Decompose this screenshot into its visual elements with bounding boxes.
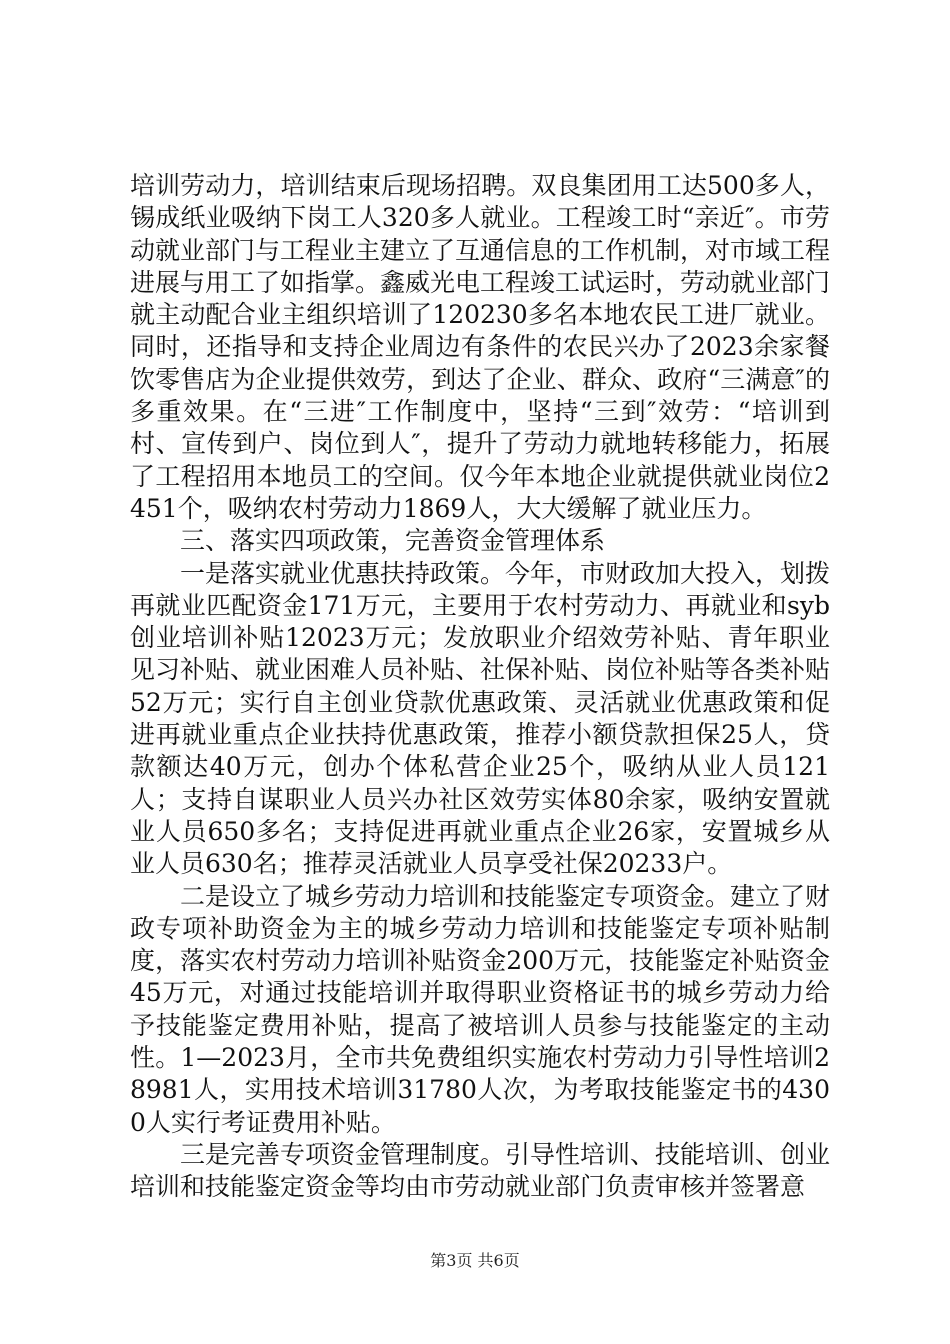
paragraph-1: 培训劳动力，培训结束后现场招聘。双良集团用工达500多人，锡成纸业吸纳下岗工人320多人就业。工程竣工时“亲近″。市劳动就业部门与工程业主建立了互通信息的工作机制，对市域工程进展与用工了如指掌。鑫威光电工程竣工试运时，劳动就业部门就主动配合业主组织培训了120230多名本地农民工进厂就业。同时，还指导和支持企业周边有条件的农民兴办了2023余家餐饮零售店为企业提供效劳，到达了企业、群众、政府“三满意″的多重效果。在“三进″工作制度中，坚持“三到″效劳：“培训到村、宣传到户、岗位到人″，提升了劳动力就地转移能力，拓展了工程招用本地员工的空间。仅今年本地企业就提供就业岗位2451个，吸纳农村劳动力1869人，大大缓解了就业压力。 (130, 171, 831, 523)
document-body (130, 170, 830, 1204)
section-heading: 三、落实四项政策，完善资金管理体系 (180, 526, 606, 556)
paragraph-4: 三是完善专项资金管理制度。引导性培训、技能培训、创业培训和技能鉴定资金等均由市劳动就业部门负责审核并签署意 (130, 1139, 831, 1202)
page-number-footer: 第3页 共6页 (430, 1251, 520, 1270)
paragraph-3: 二是设立了城乡劳动力培训和技能鉴定专项资金。建立了财政专项补助资金为主的城乡劳动力培训和技能鉴定专项补贴制度，落实农村劳动力培训补贴资金200万元，技能鉴定补贴资金45万元，对通过技能培训并取得职业资格证书的城乡劳动力给予技能鉴定费用补贴，提高了被培训人员参与技能鉴定的主动性。1—2023月，全市共免费组织实施农村劳动力引导性培训28981人，实用技术培训31780人次，为考取技能鉴定书的4300人实行考证费用补贴。 (130, 881, 831, 1137)
paragraph-2: 一是落实就业优惠扶持政策。今年，市财政加大投入，划拨再就业匹配资金171万元，主要用于农村劳动力、再就业和syb创业培训补贴12023万元；发放职业介绍效劳补贴、青年职业见习补贴、就业困难人员补贴、社保补贴、岗位补贴等各类补贴52万元；实行自主创业贷款优惠政策、灵活就业优惠政策和促进再就业重点企业扶持优惠政策，推荐小额贷款担保25人，贷款额达40万元，创办个体私营企业25个，吸纳从业人员121人；支持自谋职业人员兴办社区效劳实体80余家，吸纳安置就业人员650多名；支持促进再就业重点企业26家，安置城乡从业人员630名；推荐灵活就业人员享受社保20233户。 (130, 558, 831, 879)
